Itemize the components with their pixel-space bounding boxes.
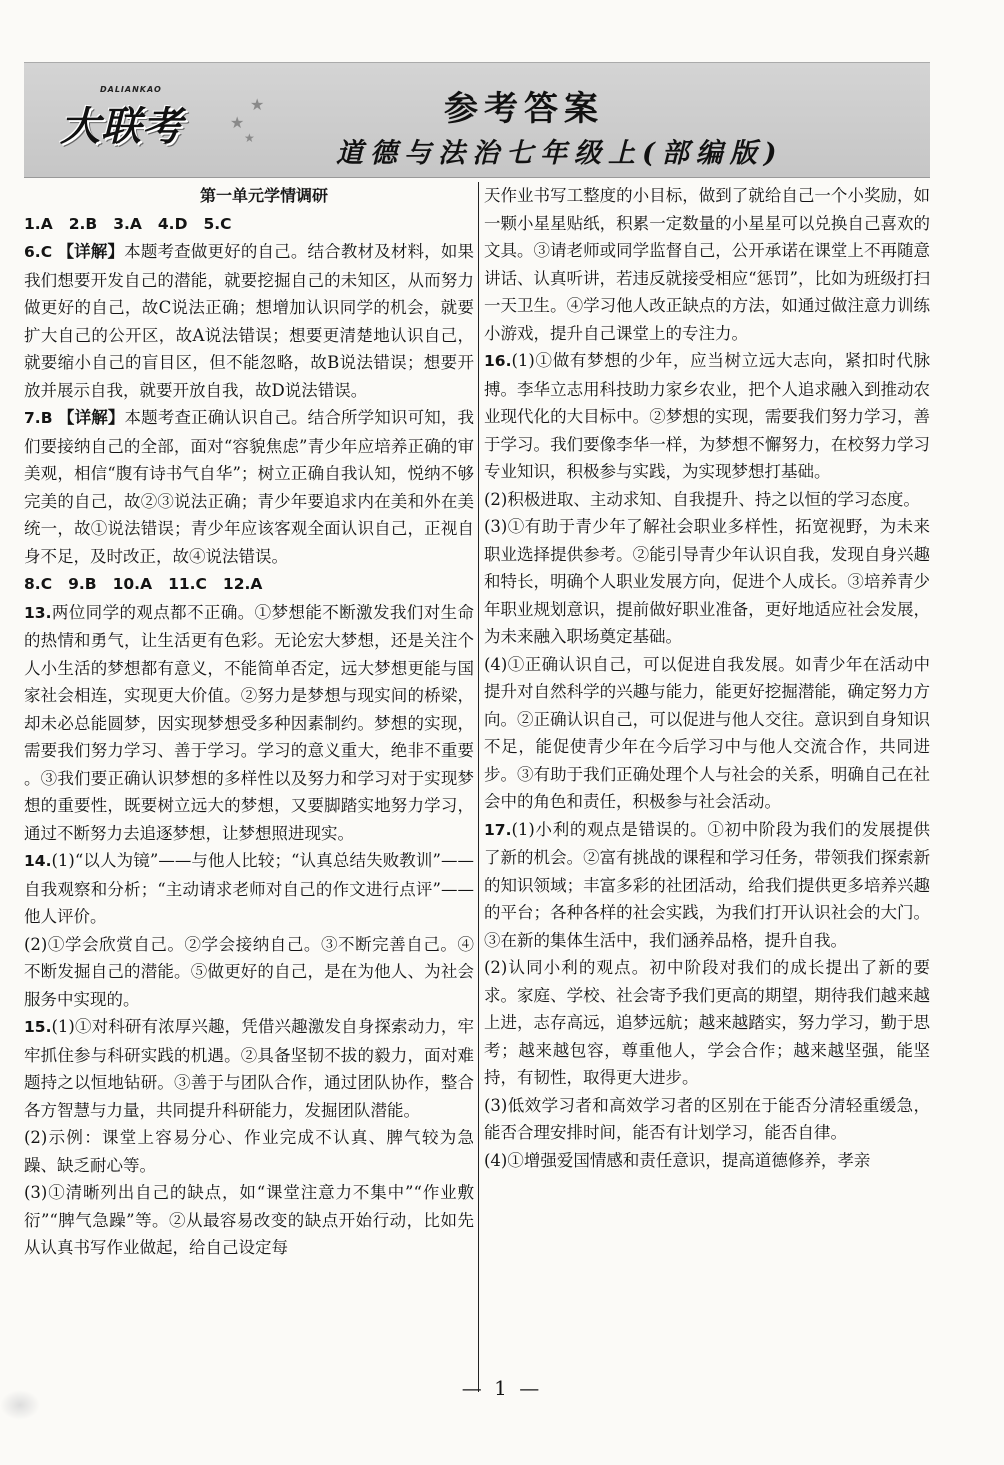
question-15-part-2: (2)示例：课堂上容易分心、作业完成不认真、脾气较为急躁、缺乏耐心等。 (24, 1128, 474, 1175)
answer-row-1-5: 1.A 2.B 3.A 4.D 5.C (24, 214, 232, 233)
question-16-part-3: (3)①有助于青少年了解社会职业多样性，拓宽视野，为未来职业选择提供参考。②能引导青少年认识自我，发现自身兴趣和特长，明确个人职业发展方向，促进个人成长。③培养青少年职业规划意识，提前做好职业准备，更好地适应社会发展，为未来融入职场奠定基础。 (484, 517, 930, 646)
logo-text: 大联考 (60, 104, 183, 150)
question-14: 14.(1)“以人为镜”——与他人比较；“认真总结失败教训”——自我观察和分析；“主动请求老师对自己的作文进行点评”——他人评价。 (24, 851, 474, 926)
left-column (24, 182, 474, 1262)
page-header (24, 62, 930, 178)
question-16-part-2: (2)积极进取、主动求知、自我提升、持之以恒的学习态度。 (484, 489, 920, 509)
question-14-part-2: (2)①学会欣赏自己。②学会接纳自己。③不断完善自己。④不断发掘自己的潜能。⑤做更好的自己，是在为他人、为社会服务中实现的。 (24, 934, 474, 1009)
question-17-part-3: (3)低效学习者和高效学习者的区别在于能否分清轻重缓急，能否合理安排时间，能否有计划学习，能否自律。 (484, 1095, 930, 1142)
question-17-part-4: (4)①增强爱国情感和责任意识，提高道德修养，孝亲 (484, 1150, 871, 1170)
question-15-continued: 天作业书写工整度的小目标，做到了就给自己一个小奖励，如一颗小星星贴纸，积累一定数量的小星星可以兑换自己喜欢的文具。③请老师或同学监督自己，公开承诺在课堂上不再随意讲话、认真听讲，若违反就接受相应“惩罚”，比如为班级打扫一天卫生。④学习他人改正缺点的方法，如通过做注意力训练小游戏，提升自己课堂上的专注力。 (484, 186, 930, 343)
question-15-part-3: (3)①清晰列出自己的缺点，如“课堂注意力不集中”“作业敷衍”“脾气急躁”等。②从最容易改变的缺点开始行动，比如先从认真书写作业做起，给自己设定每 (24, 1183, 474, 1257)
question-16-part-4: (4)①正确认识自己，可以促进自我发展。如青少年在活动中提升对自然科学的兴趣与能力，能更好挖掘潜能，确定努力方向。②正确认识自己，可以促进与他人交往。意识到自身知识不足，能促使青少年在今后学习中与他人交流合作，共同进步。③有助于我们正确处理个人与社会的关系，明确自己在社会中的角色和责任，积极参与社会活动。 (484, 654, 930, 811)
question-17-part-2: (2)认同小利的观点。初中阶段对我们的成长提出了新的要求。家庭、学校、社会寄予我们更高的期望，期待我们越来越上进，志存高远，追梦远航；越来越踏实，努力学习，勤于思考；越来越包容，尊重他人，学会合作；越来越坚强，能坚持，有韧性，取得更大进步。 (484, 958, 930, 1087)
question-17: 17.(1)小利的观点是错误的。①初中阶段为我们的发展提供了新的机会。②富有挑战的课程和学习任务，带领我们探索新的知识领域；丰富多彩的社团活动，给我们提供更多培养兴趣的平台；各种各样的社会实践，为我们打开认识社会的大门。③在新的集体生活中，我们涵养品格，提升自我。 (484, 819, 930, 950)
page-number: — 1 — (461, 1376, 543, 1400)
column-divider (478, 182, 479, 1392)
question-6: 6.C 【详解】本题考查做更好的自己。结合教材及材料，如果我们想要开发自己的潜能，就要挖掘自己的未知区，从而努力做更好的自己，故C说法正确；想增加认识同学的机会，就要扩大自己的公开区，故A说法错误；想要更清楚地认识自己，就要缩小自己的盲目区，但不能忽略，故B说法错误；想要开放并展示自我，就要开放自我，故D说法错误。 (24, 242, 475, 400)
unit-title: 第一单元学情调研 (199, 186, 328, 205)
page-title: 参考答案 (444, 89, 604, 129)
stars-icon: ★ ★ ★ (230, 95, 265, 145)
question-7: 7.B 【详解】本题考查正确认识自己。结合所学知识可知，我们要接纳自己的全部，面对“容貌焦虑”青少年应培养正确的审美观，相信“腹有诗书气自华”；树立正确自我认知，悦纳不够完美的自己，故②③说法正确；青少年要追求内在美和外在美统一，故①说法错误；青少年应该客观全面认识自己，正视自身不足，及时改正，故④说法错误。 (24, 408, 475, 566)
question-13: 13.两位同学的观点都不正确。①梦想能不断激发我们对生命的热情和勇气，让生活更有色彩。无论宏大梦想，还是关注个人小生活的梦想都有意义，不能简单否定，远大梦想更能与国家社会相连，实现更大价值。②努力是梦想与现实间的桥梁，却未必总能圆梦，因实现梦想受多种因素制约。梦想的实现，需要我们努力学习、善于学习。学习的意义重大，绝非不重要 。③我们要正确认识梦想的多样性以及努力和学习对于实现梦想的重要性，既要树立远大的梦想，又要脚踏实地努力学习，通过不断努力去追逐梦想，让梦想照进现实。 (24, 602, 474, 843)
logo-subtitle: DALIANKAO (100, 85, 162, 94)
question-15: 15.(1)①对科研有浓厚兴趣，凭借兴趣激发自身探索动力，牢牢抓住参与科研实践的机遇。②具备坚韧不拔的毅力，面对难题持之以恒地钻研。③善于与团队合作，通过团队协作，整合各方智慧与力量，共同提升科研能力，发掘团队潜能。 (24, 1017, 474, 1120)
page-subtitle: 道德与法治七年级上(部编版) (336, 138, 784, 169)
question-16: 16.(1)①做有梦想的少年，应当树立远大志向，紧扣时代脉搏。李华立志用科技助力家乡农业，把个人追求融入到推动农业现代化的大目标中。②梦想的实现，需要我们努力学习，善于学习。我们要像李华一样，为梦想不懈努力，在校努力学习专业知识，积极参与实践，为实现梦想打基础。 (484, 351, 930, 481)
scan-smudge (0, 1390, 40, 1420)
right-column (484, 182, 930, 1174)
answer-row-8-12: 8.C 9.B 10.A 11.C 12.A (24, 575, 263, 593)
brand-logo (60, 83, 280, 163)
